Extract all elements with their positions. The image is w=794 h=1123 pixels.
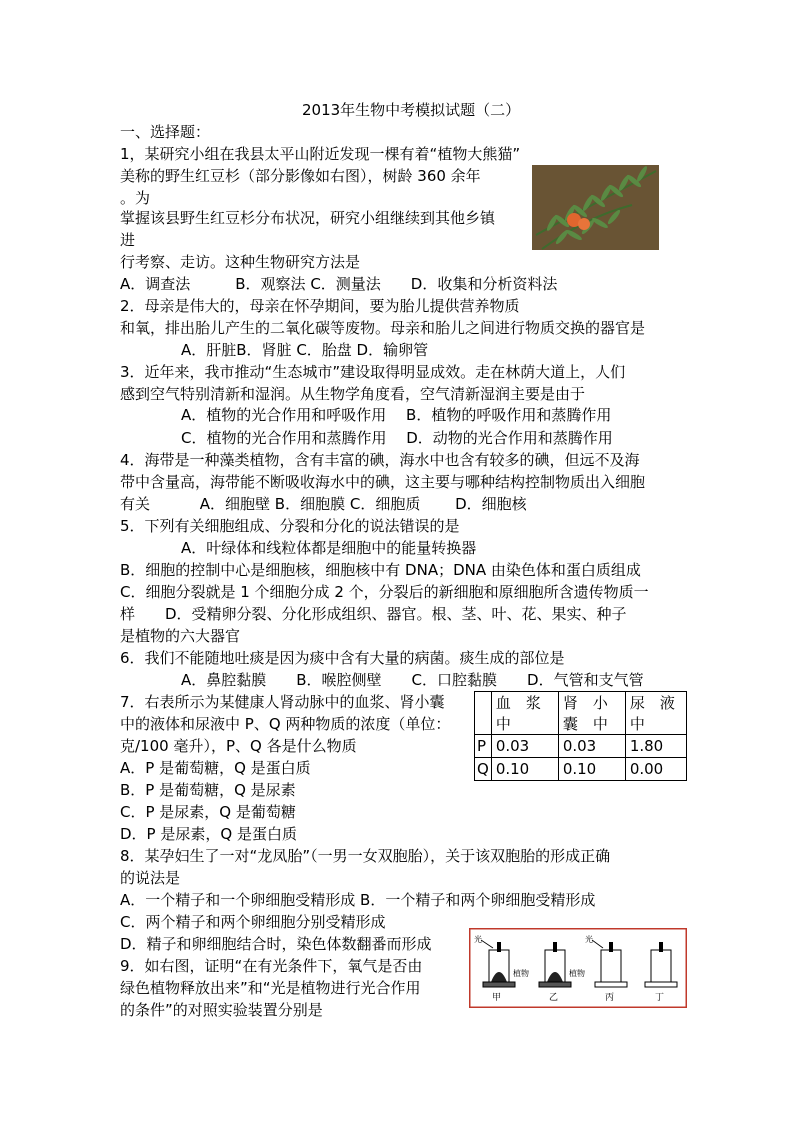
- plant-label: 植物: [513, 969, 529, 978]
- q7-option-b: B．P 是葡萄糖，Q 是尿素: [120, 781, 296, 799]
- concentration-table: [474, 691, 687, 781]
- yew-photo: [532, 165, 659, 250]
- q1-line5: 进: [120, 231, 136, 249]
- header-urine: [625, 692, 686, 735]
- q9-line3: 的条件”的对照实验装置分别是: [120, 1001, 323, 1019]
- q3-options-cd: C．植物的光合作用和蒸腾作用 D．动物的光合作用和蒸腾作用: [181, 429, 613, 447]
- q3-line2: 感到空气特别清新和湿润。从生物学角度看，空气清新湿润主要是由于: [120, 385, 586, 403]
- q1-line6: 行考察、走访。这种生物研究方法是: [120, 253, 361, 271]
- q5-option-b: B．细胞的控制中心是细胞核，细胞核中有 DNA；DNA 由染色体和蛋白质组成: [120, 561, 641, 579]
- q7-line2: 中的液体和尿液中 P、Q 两种物质的浓度（单位：: [120, 715, 451, 733]
- page-title: 2013年生物中考模拟试题（二）: [302, 101, 521, 119]
- fig-label: 丁: [655, 993, 665, 1003]
- q2-options: A．肝脏B．肾脏 C．胎盘 D．输卵管: [181, 341, 429, 359]
- header-urine-l2: 中: [629, 715, 645, 733]
- q1-line2: 美称的野生红豆杉（部分影像如右图），树龄 360 余年: [120, 167, 481, 185]
- header-urine-l1: 尿 液: [629, 694, 675, 712]
- q4-line3: 有关 A．细胞壁 B．细胞膜 C．细胞质 D．细胞核: [120, 495, 527, 513]
- q6-options: A．鼻腔黏膜 B．喉腔侧壁 C．口腔黏膜 D．气管和支气管: [181, 671, 644, 689]
- q5-line1: 5．下列有关细胞组成、分裂和分化的说法错误的是: [120, 517, 460, 535]
- q1-line1: 1，某研究小组在我县太平山附近发现一棵有着“植物大熊猫”: [120, 145, 521, 163]
- q7-option-d: D．P 是尿素，Q 是蛋白质: [120, 825, 297, 843]
- section-heading: 一、选择题：: [120, 123, 211, 141]
- table-header-row: [475, 692, 687, 735]
- table-cell: 1.80: [625, 735, 686, 758]
- q2-line1: 2．母亲是伟大的，母亲在怀孕期间，要为胎儿提供营养物质: [120, 297, 520, 315]
- header-plasma-l1: 血 浆: [495, 694, 541, 712]
- row-label: Q: [475, 758, 492, 781]
- q8-line2: 的说法是: [120, 869, 181, 887]
- light-label: 光: [585, 935, 593, 944]
- header-capsule: [558, 692, 625, 735]
- q9-line2: 绿色植物释放出来”和“光是植物进行光合作用: [120, 979, 421, 997]
- header-capsule-l2: 囊 中: [562, 715, 608, 733]
- q1-options: A．调查法 B．观察法 C．测量法 D．收集和分析资料法: [120, 275, 558, 293]
- q5-option-a: A．叶绿体和线粒体都是细胞中的能量转换器: [181, 539, 477, 557]
- q5-option-c3: 是植物的六大器官: [120, 627, 241, 645]
- table-corner: [475, 692, 492, 735]
- q5-option-c: C．细胞分裂就是 1 个细胞分成 2 个，分裂后的新细胞和原细胞所含遗传物质一: [120, 583, 649, 601]
- q7-option-a: A．P 是葡萄糖，Q 是蛋白质: [120, 759, 311, 777]
- q5-option-c2: 样 D．受精卵分裂、分化形成组织、器官。根、茎、叶、花、果实、种子: [120, 605, 627, 623]
- q7-line3: 克/100 毫升），P、Q 各是什么物质: [120, 737, 357, 755]
- q7-option-c: C．P 是尿素，Q 是葡萄糖: [120, 803, 296, 821]
- experiment-figure: [469, 928, 687, 1008]
- q7-line1: 7．右表所示为某健康人肾动脉中的血浆、肾小囊: [120, 693, 445, 711]
- fig-label: 甲: [492, 993, 502, 1003]
- q8-option-d: D．精子和卵细胞结合时，染色体数翻番而形成: [120, 935, 432, 953]
- q3-line1: 3．近年来，我市推动“生态城市”建设取得明显成效。走在林荫大道上，人们: [120, 363, 626, 381]
- table-row: [475, 735, 687, 758]
- table-row: [475, 758, 687, 781]
- q4-line2: 带中含量高，海带能不断吸收海水中的碘，这主要与哪种结构控制物质出入细胞: [120, 473, 646, 491]
- light-label: 光: [474, 935, 482, 944]
- q3-options-ab: A．植物的光合作用和呼吸作用 B．植物的呼吸作用和蒸腾作用: [181, 406, 612, 424]
- q1-line4: 掌握该县野生红豆杉分布状况，研究小组继续到其他乡镇: [120, 209, 496, 227]
- table-cell: 0.00: [625, 758, 686, 781]
- header-plasma: [491, 692, 558, 735]
- header-capsule-l1: 肾 小: [562, 694, 608, 712]
- q2-line2: 和氧，排出胎儿产生的二氧化碳等废物。母亲和胎儿之间进行物质交换的器官是: [120, 319, 646, 337]
- plant-label: 植物: [569, 969, 585, 978]
- fig-label: 丙: [605, 993, 615, 1003]
- row-label: P: [475, 735, 492, 758]
- q8-options-ab: A．一个精子和一个卵细胞受精形成 B．一个精子和两个卵细胞受精形成: [120, 891, 596, 909]
- q6-line1: 6．我们不能随地吐痰是因为痰中含有大量的病菌。痰生成的部位是: [120, 649, 565, 667]
- header-plasma-l2: 中: [495, 715, 511, 733]
- q8-option-c: C．两个精子和两个卵细胞分别受精形成: [120, 913, 386, 931]
- q4-line1: 4．海带是一种藻类植物，含有丰富的碘，海水中也含有较多的碘，但远不及海: [120, 451, 640, 469]
- table-cell: 0.10: [491, 758, 558, 781]
- table-cell: 0.03: [558, 735, 625, 758]
- q9-line1: 9．如右图，证明“在有光条件下，氧气是否由: [120, 957, 423, 975]
- q8-line1: 8．某孕妇生了一对“龙凤胎”（一男一女双胞胎），关于该双胞胎的形成正确: [120, 847, 611, 865]
- fig-label: 乙: [549, 993, 559, 1003]
- table-cell: 0.03: [491, 735, 558, 758]
- q1-line3: 。为: [120, 189, 151, 207]
- table-cell: 0.10: [558, 758, 625, 781]
